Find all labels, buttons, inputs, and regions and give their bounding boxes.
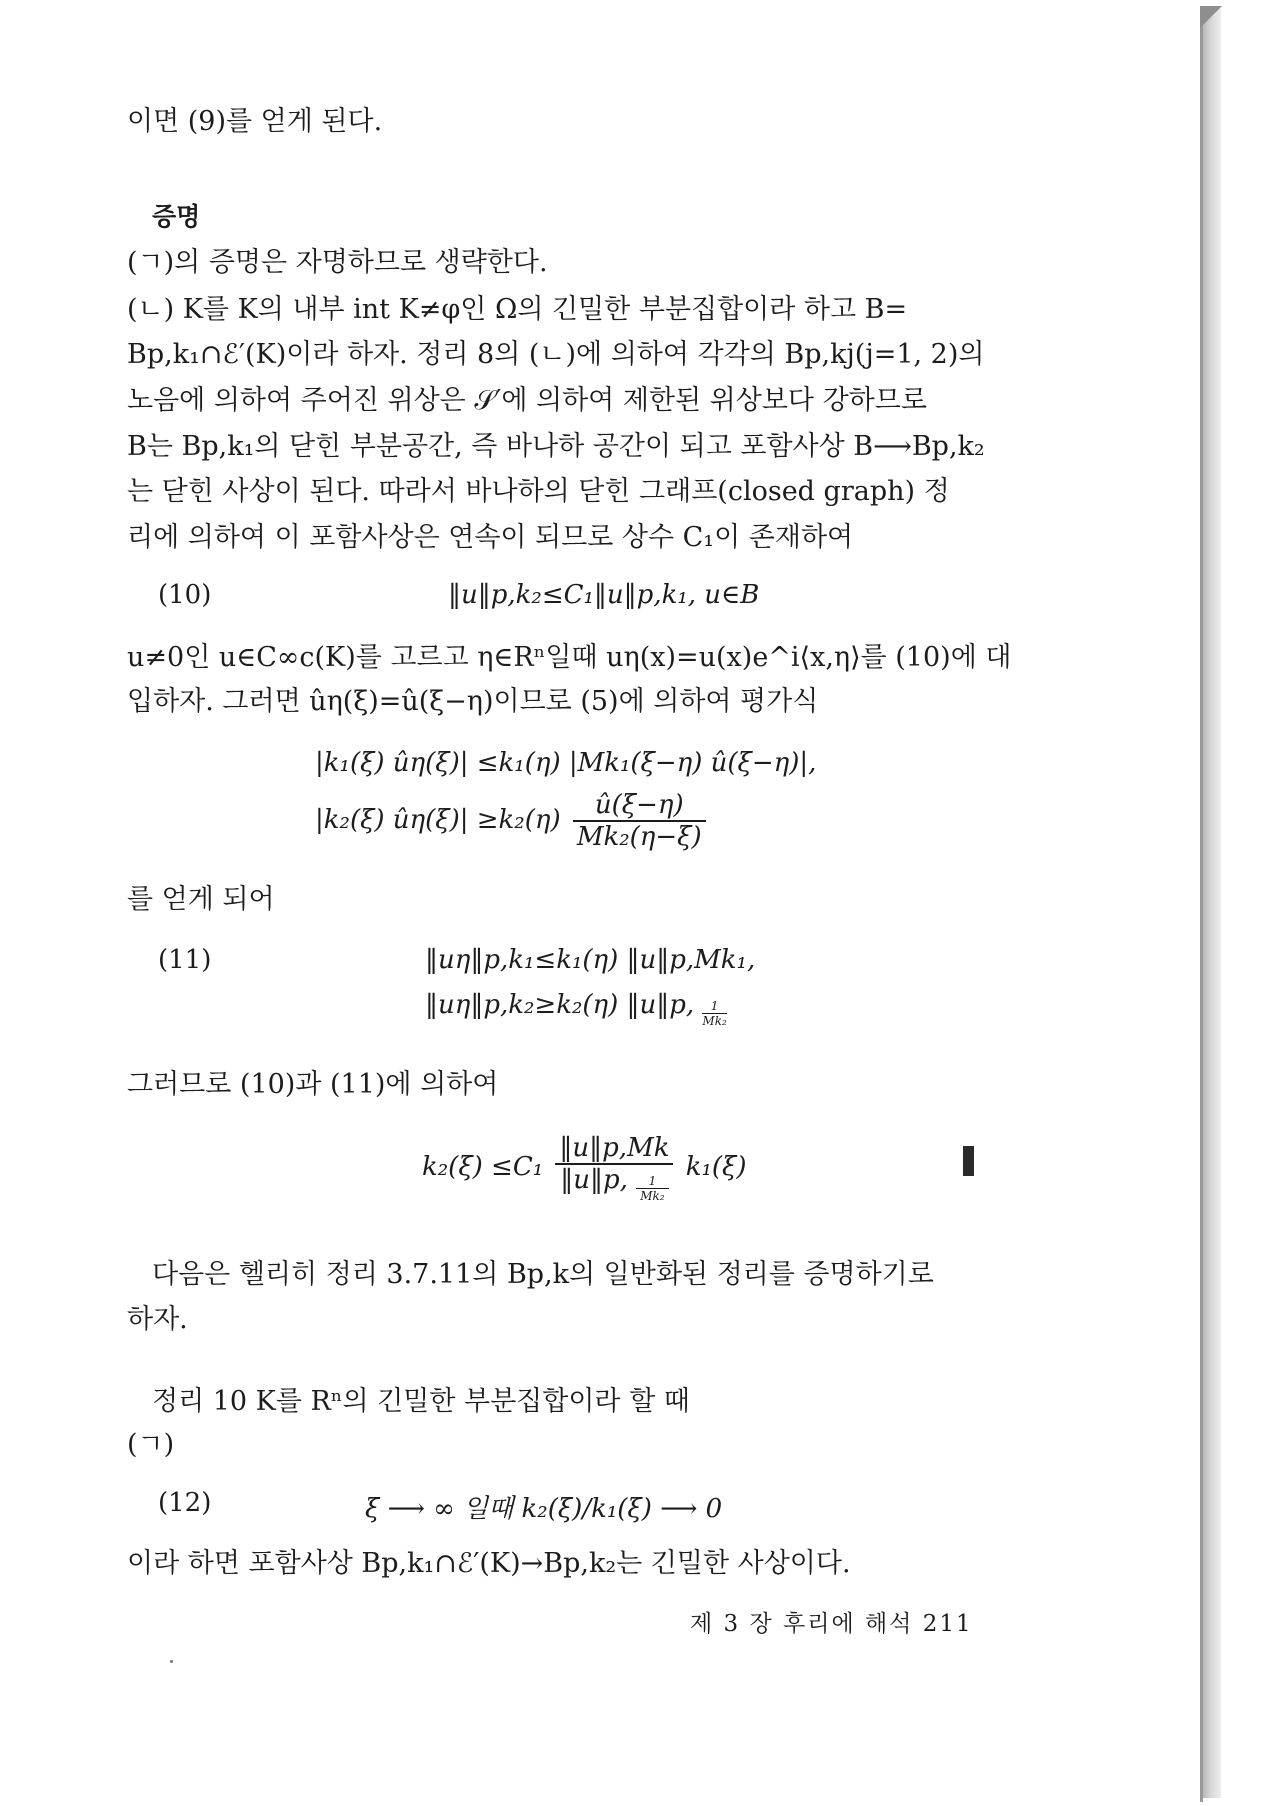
text-line: 그러므로 (10)과 (11)에 의하여 (127, 1069, 499, 1100)
fraction-denominator (555, 1165, 673, 1203)
page-corner-fold (1200, 6, 1222, 28)
equation-11a: ‖uη‖p,k₁≤k₁(η) ‖u‖p,Mk₁, (425, 945, 756, 975)
text-line: B는 Bp,k₁의 닫힌 부분공간, 즉 바나하 공간이 되고 포함사상 B⟶Bp,k₂ (127, 431, 985, 462)
equation-11b-main: ‖uη‖p,k₂≥k₂(η) ‖u‖p, (425, 990, 695, 1020)
equation-12: ξ ⟶ ∞ 일때 k₂(ξ)/k₁(ξ) ⟶ 0 (365, 1494, 723, 1524)
text-line: (ㄴ) K를 K의 내부 int K≠φ인 Ω의 긴밀한 부분집합이라 하고 B= (127, 294, 908, 325)
text-line: Bp,k₁∩ℰ′(K)이라 하자. 정리 8의 (ㄴ)에 의하여 각각의 Bp,kj(j=1, 2)의 (127, 339, 985, 370)
inequality-k2-bound (422, 1133, 747, 1203)
text-line: (ㄱ)의 증명은 자명하므로 생략한다. (127, 247, 548, 278)
text-line: 다음은 헬리히 정리 3.7.11의 Bp,k의 일반화된 정리를 증명하기로 (152, 1259, 934, 1290)
page-footer: 제 3 장 후리에 해석 211 (690, 1611, 973, 1637)
inequality-k2 (315, 790, 710, 852)
inequality-right: k₁(ξ) (685, 1152, 747, 1182)
small-fraction-denominator: Mk₂ (702, 1014, 727, 1028)
inequality-k1: |k₁(ξ) ûη(ξ)| ≤k₁(η) |Mk₁(ξ−η) û(ξ−η)|, (315, 748, 817, 778)
equation-number: (10) (158, 580, 212, 610)
text-line: 이면 (9)를 얻게 된다. (127, 106, 383, 137)
text-line: 를 얻게 되어 (127, 884, 275, 915)
text-line: 입하자. 그러면 ûη(ξ)=û(ξ−η)이므로 (5)에 의하여 평가식 (127, 686, 819, 717)
text-line: 는 닫힌 사상이 된다. 따라서 바나하의 닫힌 그래프(closed graph) 정 (127, 476, 950, 507)
fraction-numerator: ‖u‖p,Mk (555, 1133, 673, 1165)
scan-speck (170, 1660, 173, 1663)
small-fraction-denominator: Mk₂ (640, 1189, 665, 1203)
text-line: 노음에 의하여 주어진 위상은 𝒮′에 의하여 제한된 위상보다 강하므로 (127, 385, 927, 416)
inequality-left: k₂(ξ) ≤C₁ (422, 1152, 544, 1182)
fraction (573, 790, 706, 852)
text-line: 이라 하면 포함사상 Bp,k₁∩ℰ′(K)→Bp,k₂는 긴밀한 사상이다. (127, 1548, 851, 1579)
inequality-k2-left: |k₂(ξ) ûη(ξ)| ≥k₂(η) (315, 805, 561, 835)
equation-11b (425, 990, 727, 1028)
small-fraction (636, 1174, 668, 1203)
end-of-proof-mark (963, 1146, 974, 1176)
fraction-denominator: Mk₂(η−ξ) (576, 822, 702, 852)
equation-number: (12) (158, 1488, 212, 1518)
small-fraction-numerator: 1 (702, 999, 726, 1014)
theorem-item: (ㄱ) (127, 1429, 175, 1460)
equation-10: ‖u‖p,k₂≤C₁‖u‖p,k₁, u∈B (448, 580, 760, 610)
text-line: 하자. (127, 1304, 188, 1335)
fraction-numerator: û(ξ−η) (573, 790, 706, 822)
fraction (555, 1133, 673, 1203)
small-fraction-numerator: 1 (636, 1174, 668, 1189)
text-line: u≠0인 u∈C∞c(K)를 고르고 η∈Rⁿ일때 uη(x)=u(x)e^i⟨x,η⟩를 (10)에 대 (127, 642, 1012, 673)
page-edge-shadow (1203, 8, 1221, 1798)
section-heading-proof: 증명 (152, 202, 201, 231)
equation-number: (11) (158, 945, 212, 975)
fraction-denominator-main: ‖u‖p, (560, 1165, 628, 1195)
theorem-heading: 정리 10 K를 Rⁿ의 긴밀한 부분집합이라 할 때 (152, 1386, 690, 1417)
small-fraction (702, 999, 726, 1028)
text-line: 리에 의하여 이 포함사상은 연속이 되므로 상수 C₁이 존재하여 (127, 522, 854, 553)
